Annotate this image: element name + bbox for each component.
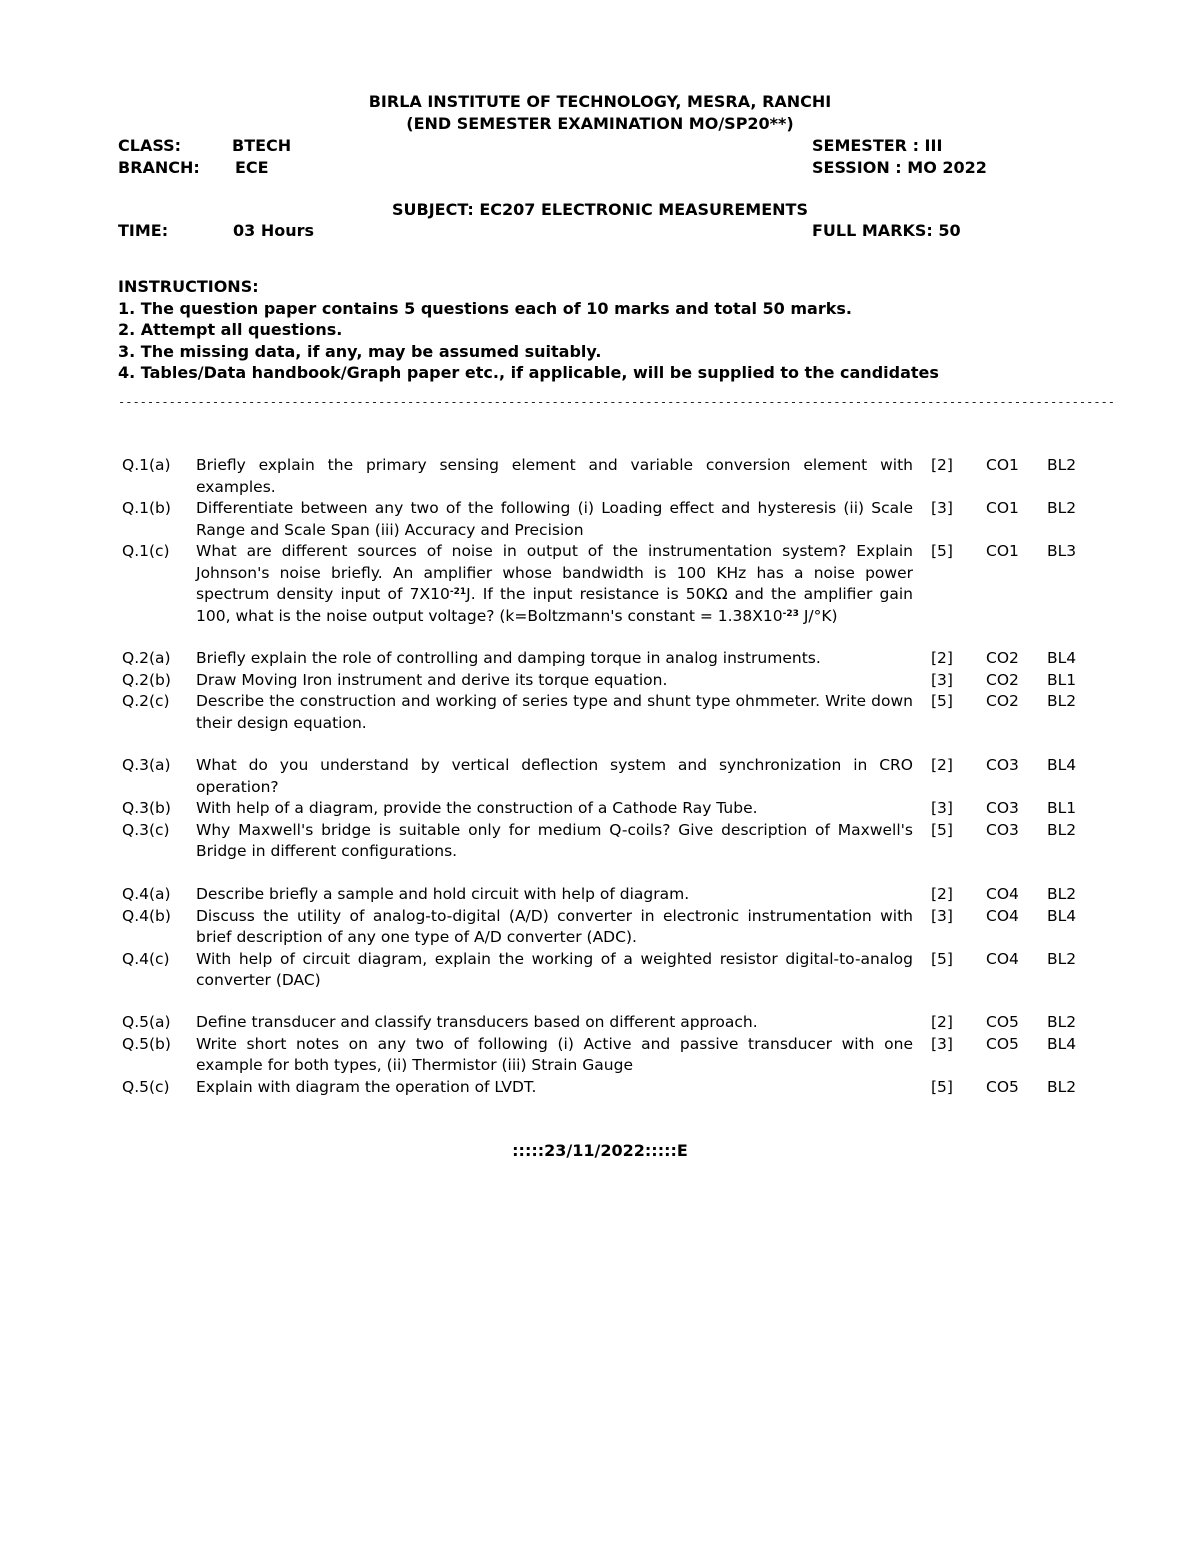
question-marks: [5] xyxy=(931,820,953,839)
question-marks: [5] xyxy=(931,1077,953,1096)
question-text: Describe briefly a sample and hold circuit with help of diagram. xyxy=(196,885,690,903)
question-co: CO3 xyxy=(986,820,1019,839)
question-bl: BL1 xyxy=(1047,799,1077,817)
institute-name: BIRLA INSTITUTE OF TECHNOLOGY, MESRA, RANCHI xyxy=(368,92,832,111)
question-marks: [5] xyxy=(931,949,953,968)
question-bl: BL2 xyxy=(1047,885,1077,903)
separator-line: ------------------------------------------------------------------------------------------------------------------------------------------ xyxy=(118,395,1115,409)
question-bl: BL2 xyxy=(1047,1077,1077,1096)
question-id: Q.1(b) xyxy=(122,499,171,517)
question-bl: BL3 xyxy=(1047,542,1077,560)
question-marks: [3] xyxy=(931,1034,953,1053)
question-id: Q.3(a) xyxy=(122,756,171,774)
question-text: Briefly explain the role of controlling and damping torque in analog instruments. xyxy=(196,649,821,667)
question-text: Discuss the utility of analog-to-digital (A/D) converter in electronic instrumentation with brief description of any one type of A/D converter (ADC). xyxy=(196,906,913,946)
question-text-part: J/°K) xyxy=(798,606,838,625)
question-marks: [2] xyxy=(931,885,953,903)
question-id: Q.4(c) xyxy=(122,949,170,968)
time-label: TIME: xyxy=(118,221,169,240)
question-text-part: What are different sources of noise in output of the instrumentation system? Explain Johnson's noise briefly. An amplifier whose bandwidth is 100 KHz has a noise power spectrum density input of 7X10 xyxy=(196,542,913,603)
question-id: Q.2(a) xyxy=(122,649,171,667)
question-row xyxy=(0,798,1200,820)
exam-date-footer: :::::23/11/2022:::::E xyxy=(512,1141,688,1160)
instruction-item: 3. The missing data, if any, may be assumed suitably. xyxy=(118,342,602,361)
question-id: Q.2(b) xyxy=(122,670,171,689)
question-co: CO2 xyxy=(986,649,1019,667)
semester: SEMESTER : III xyxy=(812,136,943,155)
question-text-part: J. If the input resistance is 50KΩ and the amplifier gain 100, what is the noise output voltage? (k=Boltzmann's constant = 1.38X10 xyxy=(196,585,913,625)
branch-value: ECE xyxy=(235,158,269,177)
question-id: Q.4(a) xyxy=(122,885,171,903)
question-text: Differentiate between any two of the following (i) Loading effect and hysteresis (ii) Scale Range and Scale Span (iii) Accuracy and Precision xyxy=(196,499,913,539)
question-bl: BL1 xyxy=(1047,670,1077,689)
instruction-item: 1. The question paper contains 5 questions each of 10 marks and total 50 marks. xyxy=(118,299,852,318)
question-marks: [5] xyxy=(931,542,953,560)
question-row xyxy=(0,755,1200,798)
question-row xyxy=(0,1077,1200,1099)
question-co: CO5 xyxy=(986,1034,1019,1053)
question-marks: [2] xyxy=(931,756,953,774)
exam-title: (END SEMESTER EXAMINATION MO/SP20**) xyxy=(406,114,794,133)
question-marks: [3] xyxy=(931,799,953,817)
question-id: Q.3(b) xyxy=(122,799,171,817)
question-co: CO5 xyxy=(986,1077,1019,1096)
instruction-item: 2. Attempt all questions. xyxy=(118,320,343,339)
question-row xyxy=(0,670,1200,692)
question-co: CO4 xyxy=(986,949,1019,968)
question-id: Q.5(c) xyxy=(122,1077,170,1096)
question-bl: BL2 xyxy=(1047,949,1077,968)
question-co: CO1 xyxy=(986,499,1019,517)
question-co: CO1 xyxy=(986,456,1019,474)
question-text: Define transducer and classify transducers based on different approach. xyxy=(196,1013,758,1031)
question-co: CO3 xyxy=(986,756,1019,774)
question-id: Q.4(b) xyxy=(122,906,171,925)
question-row xyxy=(0,884,1200,906)
question-co: CO5 xyxy=(986,1013,1019,1031)
question-id: Q.5(b) xyxy=(122,1034,171,1053)
question-row xyxy=(0,820,1200,863)
question-bl: BL2 xyxy=(1047,1013,1077,1031)
question-co: CO3 xyxy=(986,799,1019,817)
question-co: CO4 xyxy=(986,906,1019,925)
question-2-group xyxy=(0,648,1200,734)
question-bl: BL2 xyxy=(1047,692,1077,710)
question-3-group xyxy=(0,755,1200,863)
question-text: Describe the construction and working of series type and shunt type ohmmeter. Write down their design equation. xyxy=(196,692,913,732)
question-bl: BL4 xyxy=(1047,649,1077,667)
question-row xyxy=(0,498,1200,541)
question-row xyxy=(0,949,1200,992)
question-row xyxy=(0,648,1200,670)
question-marks: [2] xyxy=(931,649,953,667)
question-marks: [5] xyxy=(931,692,953,710)
question-co: CO4 xyxy=(986,885,1019,903)
question-id: Q.5(a) xyxy=(122,1013,171,1031)
full-marks: FULL MARKS: 50 xyxy=(812,221,961,240)
question-co: CO2 xyxy=(986,670,1019,689)
question-text: What do you understand by vertical deflection system and synchronization in CRO operation? xyxy=(196,756,913,796)
question-row xyxy=(0,691,1200,734)
session: SESSION : MO 2022 xyxy=(812,158,987,177)
question-text: With help of circuit diagram, explain the working of a weighted resistor digital-to-analog converter (DAC) xyxy=(196,949,913,989)
class-label: CLASS: xyxy=(118,136,182,155)
question-text xyxy=(196,541,913,627)
question-id: Q.1(a) xyxy=(122,456,171,474)
question-row xyxy=(0,541,1200,627)
question-text: With help of a diagram, provide the construction of a Cathode Ray Tube. xyxy=(196,799,758,817)
question-bl: BL2 xyxy=(1047,820,1077,839)
instructions-title: INSTRUCTIONS: xyxy=(118,277,259,296)
question-1-group xyxy=(0,455,1200,627)
question-row xyxy=(0,455,1200,498)
question-bl: BL4 xyxy=(1047,756,1077,774)
question-text: Briefly explain the primary sensing element and variable conversion element with examples. xyxy=(196,456,913,496)
subject: SUBJECT: EC207 ELECTRONIC MEASUREMENTS xyxy=(392,200,808,219)
branch-label: BRANCH: xyxy=(118,158,200,177)
question-bl: BL4 xyxy=(1047,1034,1077,1053)
question-marks: [3] xyxy=(931,670,953,689)
question-marks: [3] xyxy=(931,499,953,517)
question-row xyxy=(0,1034,1200,1077)
exponent: -21 xyxy=(449,587,467,597)
exponent: -23 xyxy=(782,608,799,619)
time-value: 03 Hours xyxy=(233,221,315,240)
question-co: CO1 xyxy=(986,542,1019,560)
question-text: Draw Moving Iron instrument and derive its torque equation. xyxy=(196,670,668,689)
question-4-group xyxy=(0,884,1200,992)
question-text: Why Maxwell's bridge is suitable only for medium Q-coils? Give description of Maxwell's Bridge in different configurations. xyxy=(196,820,913,860)
question-marks: [2] xyxy=(931,456,953,474)
question-id: Q.2(c) xyxy=(122,692,170,710)
question-co: CO2 xyxy=(986,692,1019,710)
instruction-item: 4. Tables/Data handbook/Graph paper etc., if applicable, will be supplied to the candidates xyxy=(118,363,939,382)
question-bl: BL4 xyxy=(1047,906,1077,925)
question-id: Q.3(c) xyxy=(122,820,170,839)
question-marks: [2] xyxy=(931,1013,953,1031)
question-bl: BL2 xyxy=(1047,456,1077,474)
question-bl: BL2 xyxy=(1047,499,1077,517)
question-id: Q.1(c) xyxy=(122,542,170,560)
question-text: Write short notes on any two of following (i) Active and passive transducer with one example for both types, (ii) Thermistor (iii) Strain Gauge xyxy=(196,1034,913,1074)
question-text: Explain with diagram the operation of LVDT. xyxy=(196,1077,537,1096)
question-row xyxy=(0,906,1200,949)
question-row xyxy=(0,1012,1200,1034)
class-value: BTECH xyxy=(232,136,292,155)
question-5-group xyxy=(0,1012,1200,1098)
question-marks: [3] xyxy=(931,906,953,925)
